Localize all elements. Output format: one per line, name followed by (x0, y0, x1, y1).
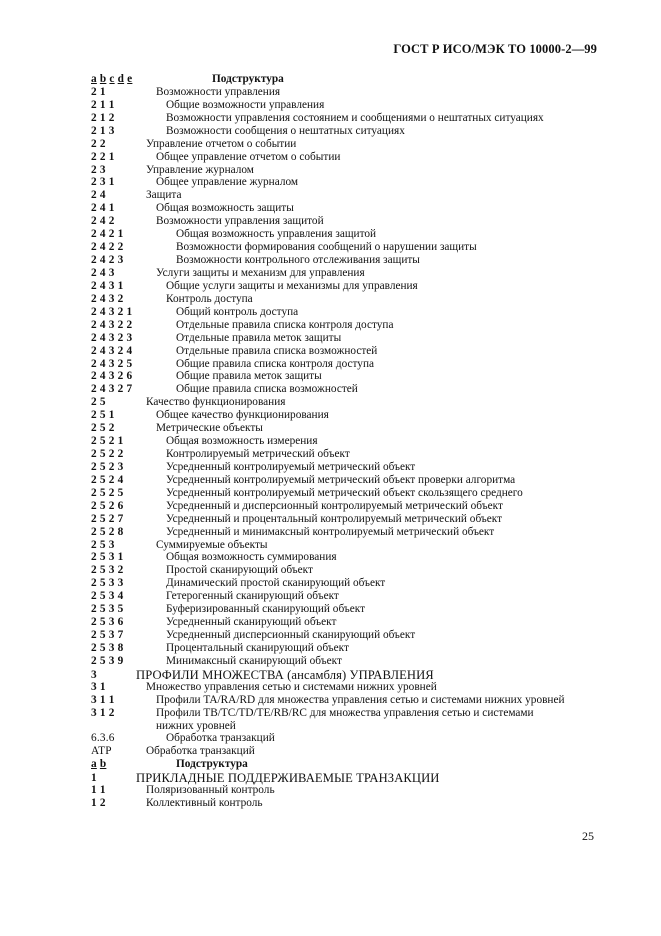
item-code: 2 5 (91, 396, 106, 409)
item-code: 2 4 3 2 (91, 292, 124, 305)
item-text: Возможности контрольного отслеживания защиты (176, 254, 420, 266)
item-text: Общее управление журналом (156, 176, 299, 189)
item-text: Профили TA/RA/RD для множества управления сетью и системами нижних уровней (156, 693, 565, 706)
item-text: Общая возможность управления защитой (176, 228, 377, 241)
item-text: Процентальный сканирующий объект (166, 641, 349, 654)
item-code: 2 4 3 2 3 (91, 331, 133, 344)
item-code: 2 4 3 2 4 (91, 344, 133, 357)
item-code: 3 (91, 668, 97, 681)
item-code: 2 5 2 2 (91, 448, 124, 460)
item-code: 2 2 (91, 137, 106, 150)
item-text: Динамический простой сканирующий объект (166, 577, 386, 590)
item-text: Усредненный контролируемый метрический объект скользящего среднего (166, 486, 523, 499)
column-letters: a b c d e (91, 73, 133, 85)
item-code: 2 3 (91, 163, 106, 176)
item-text: Возможности управления состоянием и сообщениями о нештатных ситуациях (166, 111, 544, 124)
item-text: Простой сканирующий объект (166, 564, 313, 577)
subheader-title: Подструктура (212, 73, 284, 85)
item-code: 2 5 3 1 (91, 551, 124, 564)
item-code: 2 4 2 (91, 215, 115, 228)
item-text: Усредненный и дисперсионный контролируемый метрический объект (166, 499, 503, 512)
subheader-title: Подструктура (176, 758, 248, 771)
item-text: Общее качество функционирования (156, 409, 329, 422)
item-code: 3 1 2 (91, 706, 115, 719)
item-code: 2 5 3 (91, 538, 115, 551)
item-text: Общая возможность защиты (156, 202, 294, 215)
item-code: 2 5 3 4 (91, 590, 124, 603)
item-text: Усредненный сканирующий объект (166, 616, 337, 629)
item-text: Множество управления сетью и системами нижних уровней (146, 680, 437, 693)
item-text: Защита (146, 189, 182, 202)
item-code: 2 4 (91, 189, 106, 202)
item-code: 2 5 2 5 (91, 486, 124, 499)
item-code: 2 5 2 (91, 422, 115, 435)
item-code: 2 4 3 2 7 (91, 383, 133, 396)
item-code: 2 5 3 2 (91, 564, 124, 577)
item-text: Усредненный контролируемый метрический объект (166, 460, 416, 473)
item-text: Отдельные правила списка контроля доступа (176, 318, 394, 331)
item-text: Контроль доступа (166, 292, 253, 305)
item-text: Отдельные правила списка возможностей (176, 344, 378, 357)
item-text: ПРОФИЛИ МНОЖЕСТВА (ансамбля) УПРАВЛЕНИЯ (136, 667, 434, 682)
item-code: 3 1 (91, 680, 106, 693)
item-code: 2 1 2 (91, 111, 115, 124)
item-text: Усредненный и минимаксный контролируемый метрический объект (166, 525, 495, 538)
item-code: 3 1 1 (91, 693, 115, 706)
item-text: Услуги защиты и механизм для управления (156, 266, 365, 279)
item-text: Управление отчетом о событии (146, 137, 297, 150)
item-code: 2 1 1 (91, 98, 115, 111)
item-text: Коллективный контроль (146, 797, 263, 810)
item-text: Профили TB/TC/TD/TE/RB/RC для множества управления сетью и системами (156, 706, 534, 719)
item-code: 2 4 3 (91, 266, 115, 279)
item-code: 2 5 3 8 (91, 641, 124, 654)
item-text: Усредненный контролируемый метрический объект проверки алгоритма (166, 473, 516, 486)
item-text: Общие правила меток защиты (176, 370, 322, 383)
item-text: Общие услуги защиты и механизмы для управления (166, 279, 418, 292)
item-code: 2 4 3 2 6 (91, 370, 133, 383)
item-code: 6.3.6 (91, 732, 115, 745)
item-text: Обработка транзакций (166, 732, 275, 745)
item-code: 2 4 2 1 (91, 228, 124, 241)
item-code: 1 (91, 772, 97, 785)
item-text: Поляризованный контроль (146, 784, 275, 797)
document-header: ГОСТ Р ИСО/МЭК ТО 10000-2—99 (393, 42, 597, 56)
item-text: Качество функционирования (146, 396, 286, 409)
item-code: 2 5 3 7 (91, 629, 124, 641)
item-code: 2 5 2 6 (91, 499, 124, 512)
item-code: 2 1 (91, 85, 106, 98)
item-code: 2 5 2 7 (91, 512, 124, 525)
item-text: Гетерогенный сканирующий объект (166, 590, 339, 603)
item-text: Суммируемые объекты (156, 538, 268, 551)
item-text: Возможности управления (156, 85, 281, 98)
item-text: Общее управление отчетом о событии (156, 150, 341, 163)
item-text: Буферизированный сканирующий объект (166, 603, 366, 616)
item-code: 2 4 3 1 (91, 279, 124, 292)
page-number: 25 (582, 829, 594, 843)
item-code: 2 2 1 (91, 150, 115, 163)
column-letters: a b (91, 758, 107, 771)
item-code: 2 5 2 1 (91, 435, 124, 447)
item-code: 2 5 2 4 (91, 473, 124, 486)
item-text: Общие возможности управления (166, 98, 325, 111)
item-code: 2 4 1 (91, 202, 115, 215)
item-code: 2 5 2 8 (91, 525, 124, 538)
item-text: Метрические объекты (156, 422, 263, 435)
item-code: 2 5 2 3 (91, 460, 124, 473)
item-text: Общая возможность измерения (166, 435, 318, 447)
item-text: ПРИКЛАДНЫЕ ПОДДЕРЖИВАЕМЫЕ ТРАНЗАКЦИИ (136, 771, 440, 786)
item-code: 2 5 3 9 (91, 654, 124, 667)
item-code: 2 4 2 2 (91, 241, 124, 254)
item-text: Минимаксный сканирующий объект (166, 654, 342, 667)
item-code: 2 4 2 3 (91, 254, 124, 266)
item-code: 2 5 3 3 (91, 577, 124, 590)
item-text: Возможности формирования сообщений о нарушении защиты (176, 241, 477, 254)
item-code: 2 4 3 2 5 (91, 357, 133, 370)
item-code: 2 5 1 (91, 409, 115, 422)
item-code: ATP (91, 745, 112, 758)
item-text: Возможности сообщения о нештатных ситуациях (166, 124, 405, 137)
item-text: Общий контроль доступа (176, 305, 299, 318)
item-code: 1 1 (91, 784, 106, 797)
item-text: Управление журналом (146, 163, 254, 176)
item-text: Общие правила списка возможностей (176, 383, 358, 396)
item-text: нижних уровней (156, 719, 236, 732)
item-code: 2 3 1 (91, 176, 115, 189)
item-code: 2 1 3 (91, 124, 115, 137)
item-text: Контролируемый метрический объект (166, 448, 350, 460)
item-text: Отдельные правила меток защиты (176, 331, 342, 344)
item-code: 2 4 3 2 2 (91, 318, 133, 331)
item-text: Обработка транзакций (146, 745, 255, 758)
item-code: 2 4 3 2 1 (91, 305, 133, 318)
item-code: 2 5 3 6 (91, 616, 124, 629)
item-code: 2 5 3 5 (91, 603, 124, 616)
item-text: Усредненный дисперсионный сканирующий объект (166, 629, 416, 641)
item-text: Возможности управления защитой (156, 215, 324, 228)
item-code: 1 2 (91, 797, 106, 810)
item-text: Общая возможность суммирования (166, 551, 337, 564)
item-text: Усредненный и процентальный контролируемый метрический объект (166, 512, 503, 525)
item-text: Общие правила списка контроля доступа (176, 357, 375, 370)
